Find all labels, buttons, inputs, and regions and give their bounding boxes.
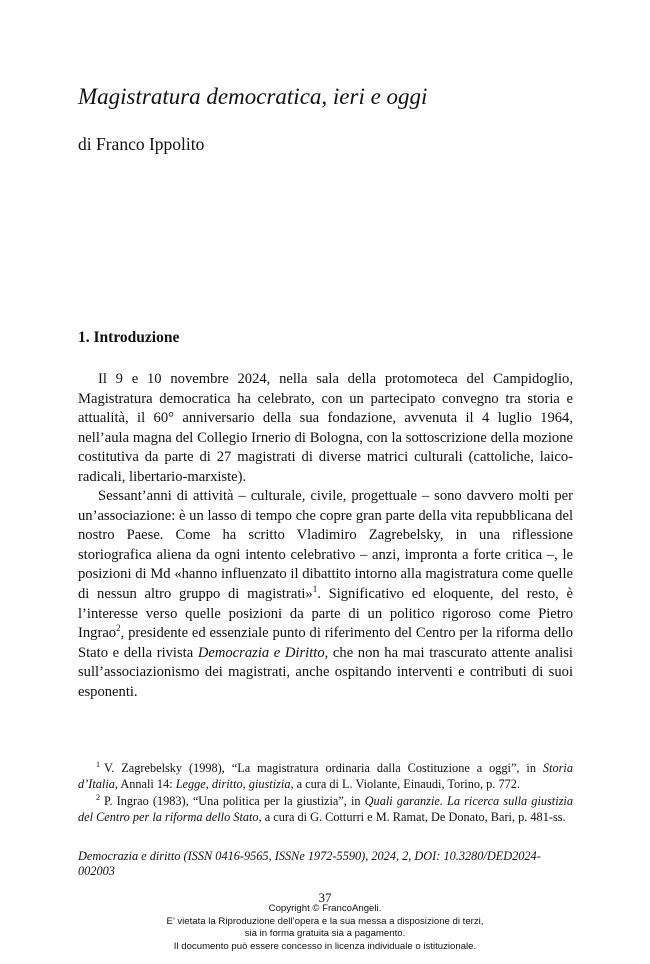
footnote-2 (78, 793, 573, 826)
copyright-line-4: Il documento può essere concesso in licenza individuale o istituzionale. (173, 940, 477, 952)
paragraph-1-block (78, 370, 573, 488)
footnote-1-number: 1 (96, 759, 100, 769)
paragraph-2-block (78, 487, 573, 703)
footnotes (78, 760, 573, 825)
article-title: Magistratura democratica, ieri e oggi (78, 84, 428, 109)
copyright-notice (0, 903, 650, 953)
paragraph-2-text-a: Sessant’anni di attività – culturale, civile, progettuale – sono davvero molti per un’associazione: è un lasso di tempo che copre gran parte della vita repubblicana del nostro Paese. Come ha scritto Vladimiro Zagrebelsky, in una riflessione storiografica aliena da ogni intento celebrativo – anzi, impronta a forte critica –, le posizioni di Md «hanno influenzato il dibattito intorno alla magistratura come quelle di nessun altro gruppo di magistrati» (78, 488, 573, 602)
footnote-2-text-b: , a cura di G. Cotturri e M. Ramat, De Donato, Bari, p. 481-ss. (258, 809, 566, 824)
footnote-2-italic-a: Quali garanzie. La ricerca sulla giustizia del Centro per la riforma dello Stato (78, 793, 573, 824)
paragraph-2-text-d: , che non ha mai trascurato attente analisi sull’associazionismo dei magistrati, anche ospitando interventi e contributi di suoi esponenti. (78, 644, 573, 700)
copyright-line-2: E’ vietata la Riproduzione dell’opera e la sua messa a disposizione di terzi, (166, 915, 484, 927)
page-number: 37 (318, 890, 332, 905)
footnote-1-text-b: , Annali 14: (114, 777, 176, 792)
journal-name-italic: Democrazia e Diritto (197, 644, 325, 661)
section-heading: 1. Introduzione (78, 329, 180, 346)
copyright-line-3: sia in forma gratuita sia a pagamento. (244, 928, 406, 940)
footnote-2-number: 2 (96, 792, 100, 802)
article-author: di Franco Ippolito (78, 134, 205, 154)
footnote-ref-1[interactable]: 1 (312, 584, 318, 595)
footnote-1 (78, 760, 573, 793)
copyright-line-1: Copyright © FrancoAngeli. (268, 903, 382, 914)
footnote-1-text-c: , a cura di L. Violante, Einaudi, Torino, p. 772. (290, 777, 520, 792)
paragraph-1: Il 9 e 10 novembre 2024, nella sala della protomoteca del Campidoglio, Magistratura democratica ha celebrato, con un partecipato convegno tra storia e attualità, il 60° anniversario della sua fondazione, avvenuta il 4 luglio 1964, nell’aula magna del Collegio Irnerio di Bologna, con la sottoscrizione della mozione costitutiva da parte di 27 magistrati di diverse matrici culturali (cattoliche, laico-radicali, libertario-marxiste). (78, 371, 573, 485)
footnote-ref-2[interactable]: 2 (116, 623, 121, 634)
footnote-2-text-a: P. Ingrao (1983), “Una politica per la giustizia”, in (104, 793, 365, 808)
paragraph-2 (78, 487, 573, 703)
footnote-1-italic-b: Legge, diritto, giustizia (175, 777, 291, 792)
paragraph-2-text-c: , presidente ed essenziale punto di riferimento del Centro per la riforma dello Stato e della rivista (78, 625, 573, 661)
footnote-1-italic-a: Storia d’Italia (78, 761, 573, 792)
paragraph-2-text-b: . Significativo ed eloquente, del resto, è l’interesse verso quelle posizioni da parte di un politico rigoroso come Pietro Ingrao (78, 585, 574, 642)
journal-citation: Democrazia e diritto (ISSN 0416-9565, ISSNe 1972-5590), 2024, 2, DOI: 10.3280/DED2024-002003 (78, 849, 541, 878)
footnote-1-text-a: V. Zagrebelsky (1998), “La magistratura ordinaria dalla Costituzione a oggi”, in (104, 761, 543, 775)
